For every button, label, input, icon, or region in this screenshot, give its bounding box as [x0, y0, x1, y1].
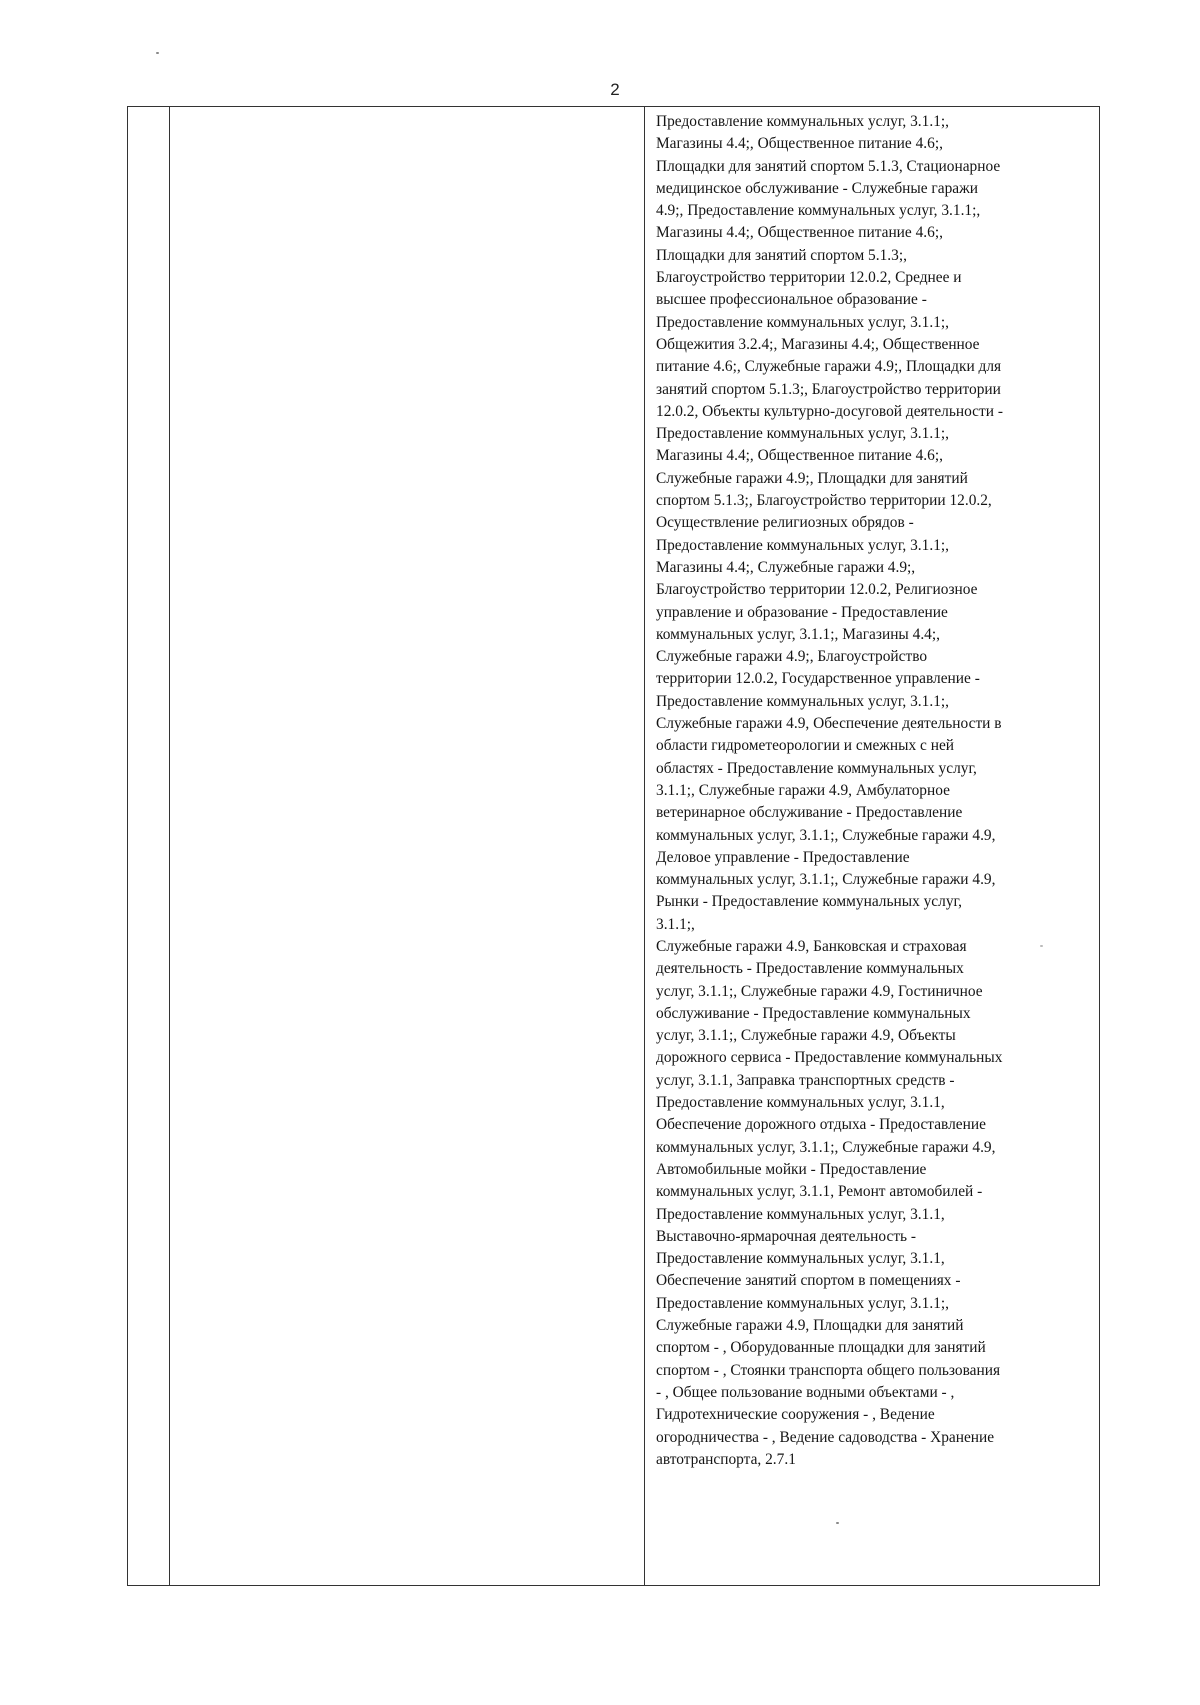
permitted-uses-text: Предоставление коммунальных услуг, 3.1.1;, Магазины 4.4;, Общественное питание 4.6;, Площадки для занятий спортом 5.1.3, Стационарное медицинское обслуживание - Служебные гаражи 4.9;, Предоставление коммунальных услуг, 3.1.1;, Магазины 4.4;, Общественное питание 4.6;, Площадки для занятий спортом 5.1.3;, Благоустройство территории 12.0.2, Среднее и высшее профессиональное образование - Предоставление коммунальных услуг, 3.1.1;, Общежития 3.2.4;, Магазины 4.4;, Общественное питание 4.6;, Служебные гаражи 4.9;, Площадки для занятий спортом 5.1.3;, Благоустройство территории 12.0.2, Объекты культурно-досуговой деятельности - Предоставление коммунальных услуг, 3.1.1;, Магазины 4.4;, Общественное питание 4.6;, Служебные гаражи 4.9;, Площадки для занятий спортом 5.1.3;, Благоустройство территории 12.0.2, Осуществление религиозных обрядов - Предоставление коммунальных услуг, 3.1.1;, Магазины 4.4;, Служебные гаражи 4.9;, Благоустройство территории 12.0.2, Религиозное управление и образование - Предоставление коммунальных услуг, 3.1.1;, Магазины 4.4;, Служебные гаражи 4.9;, Благоустройство территории 12.0.2, Государственное управление - Предоставление коммунальных услуг, 3.1.1;, Служебные гаражи 4.9, Обеспечение деятельности в области гидрометеорологии и смежных с ней областях - Предоставление коммунальных услуг, 3.1.1;, Служебные гаражи 4.9, Амбулаторное ветеринарное обслуживание - Предоставление коммунальных услуг, 3.1.1;, Служебные гаражи 4.9, Деловое управление - Предоставление коммунальных услуг, 3.1.1;, Служебные гаражи 4.9, Рынки - Предоставление коммунальных услуг, 3.1.1;, Служебные гаражи 4.9, Банковская и страховая деятельность - Предоставление коммунальных услуг, 3.1.1;, Служебные гаражи 4.9, Гостиничное обслуживание - Предоставление коммунальных услуг, 3.1.1;, Служебные гаражи 4.9, Объекты дорожного сервиса - Предоставление коммунальных услуг, 3.1.1, Заправка транспортных средств - Предоставление коммунальных услуг, 3.1.1, Обеспечение дорожного отдыха - Предоставление коммунальных услуг, 3.1.1;, Служебные гаражи 4.9, Автомобильные мойки - Предоставление коммунальных услуг, 3.1.1, Ремонт автомобилей - Предоставление коммунальных услуг, 3.1.1, Выставочно-ярмарочная деятельность - Предоставление коммунальных услуг, 3.1.1, Обеспечение занятий спортом в помещениях - Предоставление коммунальных услуг, 3.1.1;, Служебные гаражи 4.9, Площадки для занятий спортом - , Оборудованные площадки для занятий спортом - , Стоянки транспорта общего пользования - , Общее пользование водными объектами - , Гидротехнические сооружения - , Ведение огородничества - , Ведение садоводства - Хранение автотранспорта, 2.7.1 — [656, 113, 1003, 1468]
page-number: 2 — [610, 80, 620, 99]
table-cell-permitted-uses — [645, 107, 1099, 1585]
table-cell-number — [128, 107, 170, 1585]
scan-speck — [1040, 945, 1043, 947]
zoning-table — [127, 106, 1100, 1586]
table-cell-zone-name — [170, 107, 645, 1585]
scan-speck — [156, 52, 159, 54]
scan-speck — [836, 1522, 839, 1524]
